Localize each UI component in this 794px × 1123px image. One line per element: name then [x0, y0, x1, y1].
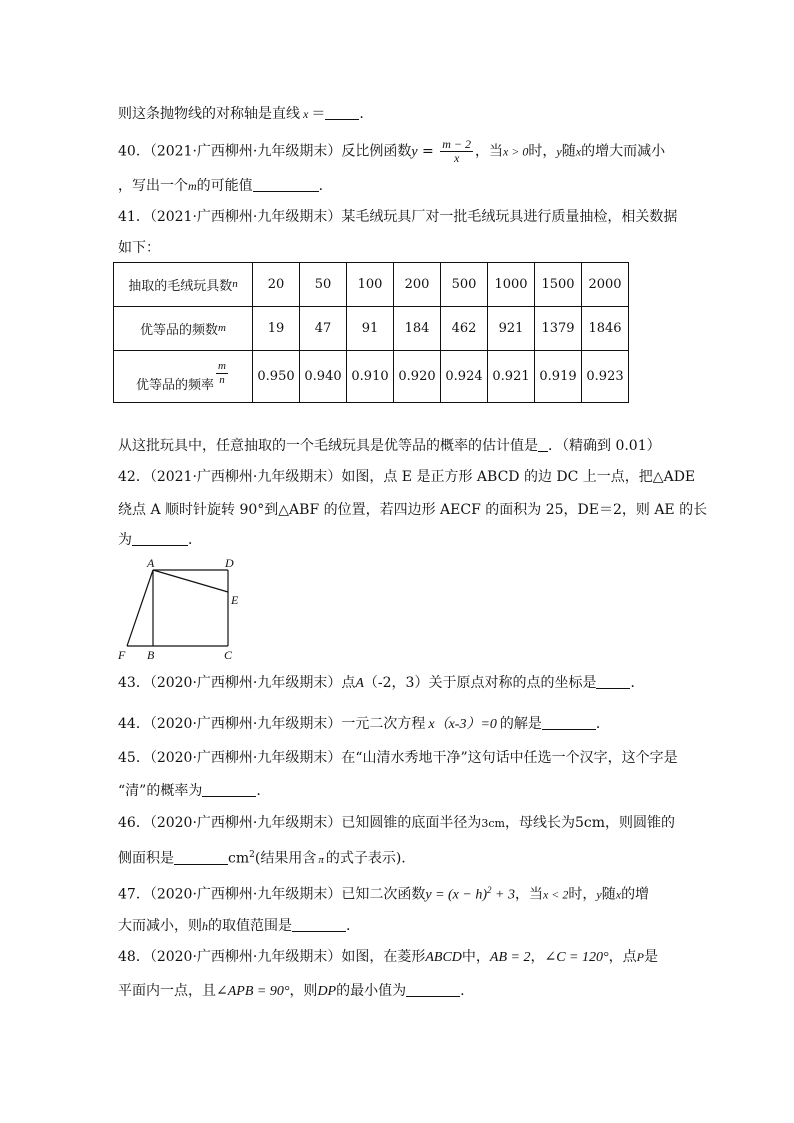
- q43-blank: [596, 674, 630, 689]
- table-cell: 0.921: [488, 351, 535, 403]
- table-cell: 0.923: [582, 351, 629, 403]
- q39-eq: ＝: [311, 106, 326, 122]
- q41-line2: [118, 238, 160, 258]
- q47-function: y = (x − h): [425, 887, 488, 903]
- q45-line2: [118, 781, 261, 801]
- q46-slant: 5cm: [574, 815, 605, 831]
- q46-text3: ，则圆锥的: [604, 815, 675, 831]
- q47-text5: 的增: [621, 886, 650, 903]
- q45-text1: 在“山清水秀地干净”这句话中任选一个汉字，这个字是: [341, 750, 678, 766]
- q46-number: 46．: [118, 815, 150, 831]
- q40-end: .: [318, 178, 324, 194]
- q48-number: 48．: [118, 949, 150, 965]
- q40-text4: 随: [561, 143, 576, 160]
- q46-blank: [174, 850, 228, 865]
- q48-rhombus: ABCD: [425, 950, 462, 965]
- q46-text2: ，母线长为: [504, 815, 575, 831]
- q44-text1: 一元二次方程: [341, 716, 426, 732]
- q48-angle-apb: ∠APB = 90°: [216, 984, 290, 999]
- row3-fraction-den: n: [219, 374, 225, 386]
- table-cell: 462: [441, 307, 488, 351]
- q40-m: m: [188, 179, 197, 193]
- table-cell: 0.950: [253, 351, 300, 403]
- table-cell: 500: [441, 263, 488, 307]
- q41-after-text: 从这批玩具中，任意抽取的一个毛绒玩具是优等品的概率的估计值是: [118, 438, 538, 454]
- q43-point-a: A: [355, 676, 364, 691]
- q47-text2: ，当: [514, 886, 543, 903]
- q40-x2: x: [575, 144, 582, 159]
- q39-end: .: [359, 106, 364, 122]
- q46-text6: 的式子表示).: [325, 850, 406, 867]
- q39-line: [118, 104, 364, 124]
- label-f: F: [118, 648, 126, 662]
- label-e: E: [231, 593, 239, 607]
- q44-line: [118, 714, 610, 735]
- q48-text8: 的最小值为: [336, 983, 407, 999]
- q41-text: 某毛绒玩具厂对一批毛绒玩具进行质量抽检，相关数据: [341, 209, 678, 225]
- table-cell: 200: [394, 263, 441, 307]
- q48-blank: [406, 982, 460, 997]
- q42-text3: 为: [118, 532, 132, 548]
- label-b: B: [147, 648, 155, 662]
- q47-function-exponent: 2: [487, 885, 492, 895]
- q42-line1: [118, 467, 695, 487]
- q48-dp: DP: [317, 984, 337, 999]
- q46-unit: cm: [228, 850, 250, 867]
- q40-number: 40．: [118, 143, 150, 160]
- q43-line: [118, 673, 644, 694]
- q42-blank: [132, 531, 188, 546]
- q40-y2: y: [556, 144, 562, 159]
- q40-text1: 反比例函数: [341, 143, 412, 160]
- q46-text5: (结果用含: [254, 850, 317, 867]
- q44-equation: x（x-3）=0: [428, 717, 497, 732]
- q44-end: ．: [595, 716, 610, 732]
- q44-blank: [542, 715, 596, 730]
- q42-line2: [118, 500, 707, 520]
- q47-end: .: [346, 918, 351, 934]
- q47-text6: 大而减小，则: [118, 918, 202, 934]
- q48-text3: ，: [530, 949, 545, 965]
- q43-text2: （-2，3）关于原点对称的点的坐标是: [363, 675, 597, 691]
- q46-source: （2020·广西柳州·九年级期末）: [149, 815, 342, 831]
- q40-text3: 时，: [528, 143, 557, 160]
- row1-label-text: 抽取的毛绒玩具数: [128, 279, 233, 294]
- q46-unit-exponent: 2: [249, 850, 255, 860]
- q46-pi: π: [318, 853, 324, 866]
- label-a: A: [147, 556, 155, 570]
- q40-line1: [118, 138, 665, 165]
- q41-after-end: ．（精确到 0.01）: [548, 438, 661, 454]
- table-row3-label: [114, 351, 253, 403]
- table-cell: 20: [253, 263, 300, 307]
- q47-y: y: [596, 887, 602, 902]
- table-row1-label: [114, 263, 253, 307]
- q40-fraction-den: x: [453, 151, 460, 165]
- q48-line1: [118, 947, 658, 968]
- q43-end: ．: [630, 675, 645, 691]
- q41-blank: [538, 437, 548, 452]
- table-row: [114, 351, 629, 403]
- q40-y: y: [411, 144, 418, 160]
- row3-fraction-num: m: [218, 360, 226, 372]
- q48-text4: ，点: [608, 949, 637, 965]
- table-cell: 0.910: [347, 351, 394, 403]
- table-cell: 0.920: [394, 351, 441, 403]
- table-row2-label: [114, 307, 253, 351]
- q41-source: （2021·广西柳州·九年级期末）: [149, 209, 342, 225]
- q44-number: 44．: [118, 716, 150, 732]
- q42-text2: 绕点 A 顺时针旋转 90°到△ABF 的位置，若四边形 AECF 的面积为 25，DE＝2，则 AE 的长: [118, 502, 708, 518]
- q40-source: （2021·广西柳州·九年级期末）: [149, 143, 342, 160]
- q46-line2: [118, 845, 406, 870]
- q45-text2: “清”的概率为: [118, 783, 203, 799]
- q41-number: 41．: [118, 209, 150, 225]
- q39-var: x: [303, 107, 309, 121]
- q48-text7: ，则: [289, 983, 318, 999]
- table-cell: 2000: [582, 263, 629, 307]
- q45-source: （2020·广西柳州·九年级期末）: [149, 750, 342, 766]
- q45-line1: [118, 748, 678, 768]
- q44-text2: 的解是: [499, 716, 542, 732]
- table-cell: 100: [347, 263, 394, 307]
- q40-condition: x > 0: [502, 144, 529, 159]
- q40-line2a: ，写出一个: [118, 178, 188, 194]
- q40-text2: ，当: [474, 143, 503, 160]
- q48-text5: 是: [643, 949, 658, 965]
- table-row: [114, 307, 629, 351]
- table-cell: 0.924: [441, 351, 488, 403]
- q48-p: P: [636, 950, 644, 964]
- q40-blank: [253, 177, 319, 192]
- table-cell: 1379: [535, 307, 582, 351]
- q40-eq: =: [417, 143, 439, 160]
- q48-angle-c: ∠C = 120°: [544, 950, 609, 965]
- q42-line3: [118, 530, 202, 550]
- q47-blank: [292, 917, 346, 932]
- q46-text4: 侧面积是: [118, 850, 174, 867]
- table-cell: 47: [300, 307, 347, 351]
- q47-line2: [118, 916, 350, 936]
- edge-af: [127, 570, 153, 646]
- row3-label-text: 优等品的频率: [136, 378, 215, 393]
- table-cell: 91: [347, 307, 394, 351]
- table-cell: 19: [253, 307, 300, 351]
- edge-ae: [153, 570, 228, 592]
- row2-var: m: [218, 322, 226, 334]
- table-cell: 1000: [488, 263, 535, 307]
- q41-line2: 如下：: [118, 240, 160, 256]
- table-cell: 921: [488, 307, 535, 351]
- q47-text1: 已知二次函数: [341, 886, 426, 903]
- q45-end: .: [256, 783, 261, 799]
- q47-text4: 随: [601, 886, 616, 903]
- q42-text1: 如图，点 E 是正方形 ABCD 的边 DC 上一点，把△ADE: [341, 469, 696, 485]
- q47-number: 47．: [118, 886, 150, 903]
- row1-var: n: [232, 278, 238, 290]
- q43-source: （2020·广西柳州·九年级期末）: [149, 675, 342, 691]
- table-cell: 184: [394, 307, 441, 351]
- q48-source: （2020·广西柳州·九年级期末）: [149, 949, 342, 965]
- q47-line1: [118, 880, 649, 906]
- q45-number: 45．: [118, 750, 150, 766]
- q43-text1: 点: [341, 675, 356, 691]
- table-cell: 0.919: [535, 351, 582, 403]
- row2-label-text: 优等品的频数: [140, 323, 219, 338]
- q46-radius: 3cm: [481, 817, 505, 830]
- table-cell: 50: [300, 263, 347, 307]
- q47-function-tail: + 3: [491, 887, 515, 903]
- label-c: C: [224, 648, 233, 662]
- q39-blank: [325, 105, 359, 120]
- q47-text7: 的取值范围是: [208, 918, 292, 934]
- q47-source: （2020·广西柳州·九年级期末）: [149, 886, 342, 903]
- q48-text6: 平面内一点，且: [118, 983, 216, 999]
- q48-text2: 中，: [461, 949, 490, 965]
- q47-text3: 时，: [568, 886, 597, 903]
- q43-number: 43．: [118, 675, 150, 691]
- q42-source: （2021·广西柳州·九年级期末）: [149, 469, 342, 485]
- q41-line1: [118, 207, 677, 227]
- q40-line2: [118, 176, 323, 196]
- q41-data-table: [113, 262, 629, 403]
- q46-line1: [118, 813, 675, 834]
- q44-source: （2020·广西柳州·九年级期末）: [149, 716, 342, 732]
- q47-condition: x < 2: [542, 887, 569, 902]
- q42-square-figure: [115, 556, 255, 662]
- q42-number: 42．: [118, 469, 150, 485]
- q47-x: x: [615, 887, 622, 902]
- q40-fraction: [440, 138, 473, 165]
- q48-ab: AB = 2: [489, 950, 531, 965]
- q40-text5: 的增大而减小: [581, 143, 666, 160]
- table-cell: 1500: [535, 263, 582, 307]
- q46-text1: 已知圆锥的底面半径为: [341, 815, 482, 831]
- q42-end: ．: [188, 532, 202, 548]
- q45-blank: [202, 782, 256, 797]
- table-cell: 0.940: [300, 351, 347, 403]
- q48-text1: 如图，在菱形: [341, 949, 426, 965]
- q41-after-line: [118, 436, 661, 456]
- label-d: D: [225, 556, 234, 570]
- q40-fraction-num: m − 2: [442, 137, 471, 151]
- q39-text: 则这条抛物线的对称轴是直线: [118, 106, 300, 122]
- q47-h: h: [202, 919, 208, 933]
- q40-line2b: 的可能值: [196, 178, 253, 194]
- table-row: [114, 263, 629, 307]
- q48-end: .: [460, 983, 465, 999]
- q48-line2: [118, 981, 465, 1002]
- table-cell: 1846: [582, 307, 629, 351]
- row3-fraction: [216, 360, 228, 387]
